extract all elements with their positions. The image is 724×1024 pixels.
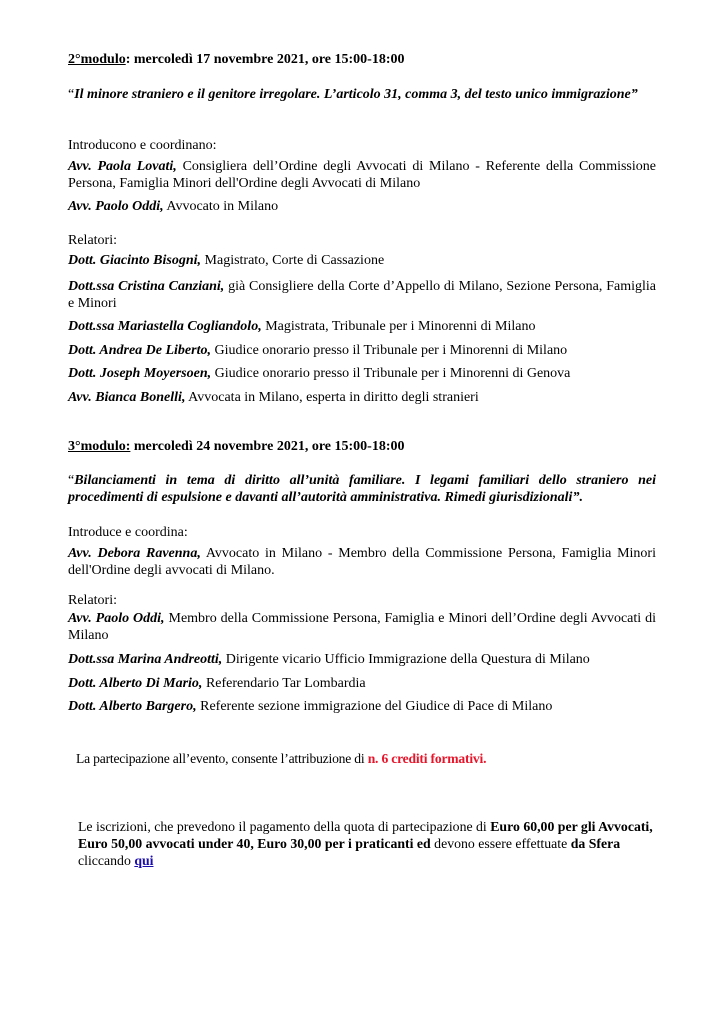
module2-title-text: Il minore straniero e il genitore irregolare. L’articolo 31, comma 3, del testo unico immigrazione” [74, 87, 638, 102]
module3-coordinator [68, 545, 656, 579]
module2-coordinator [68, 158, 656, 192]
person-name: Dott.ssa Mariastella Cogliandolo, [68, 319, 262, 334]
registration-via: da Sfera [570, 836, 621, 851]
module2-speaker [68, 342, 656, 359]
module2-speaker [68, 389, 656, 406]
module2-speaker [68, 252, 656, 269]
module3-speaker [68, 698, 656, 715]
person-name: Avv. Bianca Bonelli, [68, 390, 186, 405]
module2-heading [68, 51, 656, 68]
person-role: Avvocato in Milano - Membro della Commissione Persona, Famiglia Minori dell'Ordine degli avvocati di Milano. [68, 546, 656, 578]
person-name: Avv. Debora Ravenna, [68, 546, 201, 561]
person-role: già Consigliere della Corte d’Appello di Milano, Sezione Persona, Famiglia e Minori [68, 279, 656, 311]
person-role: Giudice onorario presso il Tribunale per i Minorenni di Milano [210, 343, 568, 358]
person-name: Dott. Andrea De Liberto, [68, 343, 211, 358]
person-name: Dott. Giacinto Bisogni, [68, 253, 202, 268]
person-name: Avv. Paola Lovati, [68, 159, 177, 174]
module2-speaker [68, 318, 656, 335]
module2-date: : mercoledì 17 novembre 2021, ore 15:00-18:00 [125, 52, 405, 67]
module2-coordinator [68, 198, 656, 215]
module3-heading [68, 438, 656, 455]
person-role: Dirigente vicario Ufficio Immigrazione della Questura di Milano [222, 652, 590, 667]
module3-open-quote: “ [68, 473, 75, 488]
module3-speaker [68, 610, 656, 644]
credits-highlight: n. 6 crediti formativi. [367, 751, 487, 766]
person-role: Consigliera dell’Ordine degli Avvocati di Milano - Referente della Commissione Persona, Famiglia Minori dell'Ordine degli Avvocati di Milano [68, 159, 656, 191]
person-name: Dott. Joseph Moyersoen, [68, 366, 212, 381]
module3-title-text: Bilanciamenti in tema di diritto all’unità familiare. I legami familiari dello straniero nei procedimenti di espulsione e davanti all’autorità amministrativa. Rimedi giurisdizionali”. [68, 473, 656, 505]
module3-date: mercoledì 24 novembre 2021, ore 15:00-18:00 [130, 439, 405, 454]
person-role: Referente sezione immigrazione del Giudice di Pace di Milano [196, 699, 553, 714]
person-role: Magistrata, Tribunale per i Minorenni di Milano [261, 319, 536, 334]
module2-speakers-label: Relatori: [68, 233, 117, 248]
credits-note [76, 750, 676, 767]
module2-number: 2°modulo [68, 52, 126, 67]
person-role: Giudice onorario presso il Tribunale per i Minorenni di Genova [211, 366, 571, 381]
module3-title [68, 472, 656, 506]
registration-text: Le iscrizioni, che prevedono il pagamento della quota di partecipazione di [78, 819, 491, 834]
registration-note [78, 818, 658, 869]
registration-link[interactable]: qui [134, 853, 154, 868]
person-name: Dott. Alberto Di Mario, [68, 676, 203, 691]
module3-speakers-label: Relatori: [68, 593, 117, 608]
person-role: Avvocata in Milano, esperta in diritto degli stranieri [185, 390, 479, 405]
person-role: Avvocato in Milano [163, 199, 279, 214]
module2-title [68, 86, 656, 103]
module3-speaker [68, 651, 656, 668]
module2-open-quote: “ [68, 87, 75, 102]
module3-number: 3°modulo: [68, 439, 131, 454]
registration-fees: Euro 60,00 per gli Avvocati, Euro 50,00 avvocati under 40, Euro 30,00 per i praticanti ed [78, 819, 653, 851]
person-name: Avv. Paolo Oddi, [68, 199, 164, 214]
person-role: Membro della Commissione Persona, Famiglia e Minori dell’Ordine degli Avvocati di Milano [68, 611, 656, 643]
person-name: Dott.ssa Marina Andreotti, [68, 652, 223, 667]
module2-speaker [68, 278, 656, 312]
registration-text: cliccando [78, 853, 135, 868]
credits-text: La partecipazione all’evento, consente l’attribuzione di [76, 751, 368, 766]
module2-intro-label: Introducono e coordinano: [68, 138, 217, 153]
module2-speaker [68, 365, 656, 382]
person-name: Dott.ssa Cristina Canziani, [68, 279, 225, 294]
module3-speaker [68, 675, 656, 692]
registration-text: devono essere effettuate [430, 836, 571, 851]
person-role: Magistrato, Corte di Cassazione [201, 253, 385, 268]
module3-intro-label: Introduce e coordina: [68, 525, 188, 540]
person-name: Dott. Alberto Bargero, [68, 699, 197, 714]
person-name: Avv. Paolo Oddi, [68, 611, 165, 626]
person-role: Referendario Tar Lombardia [202, 676, 366, 691]
